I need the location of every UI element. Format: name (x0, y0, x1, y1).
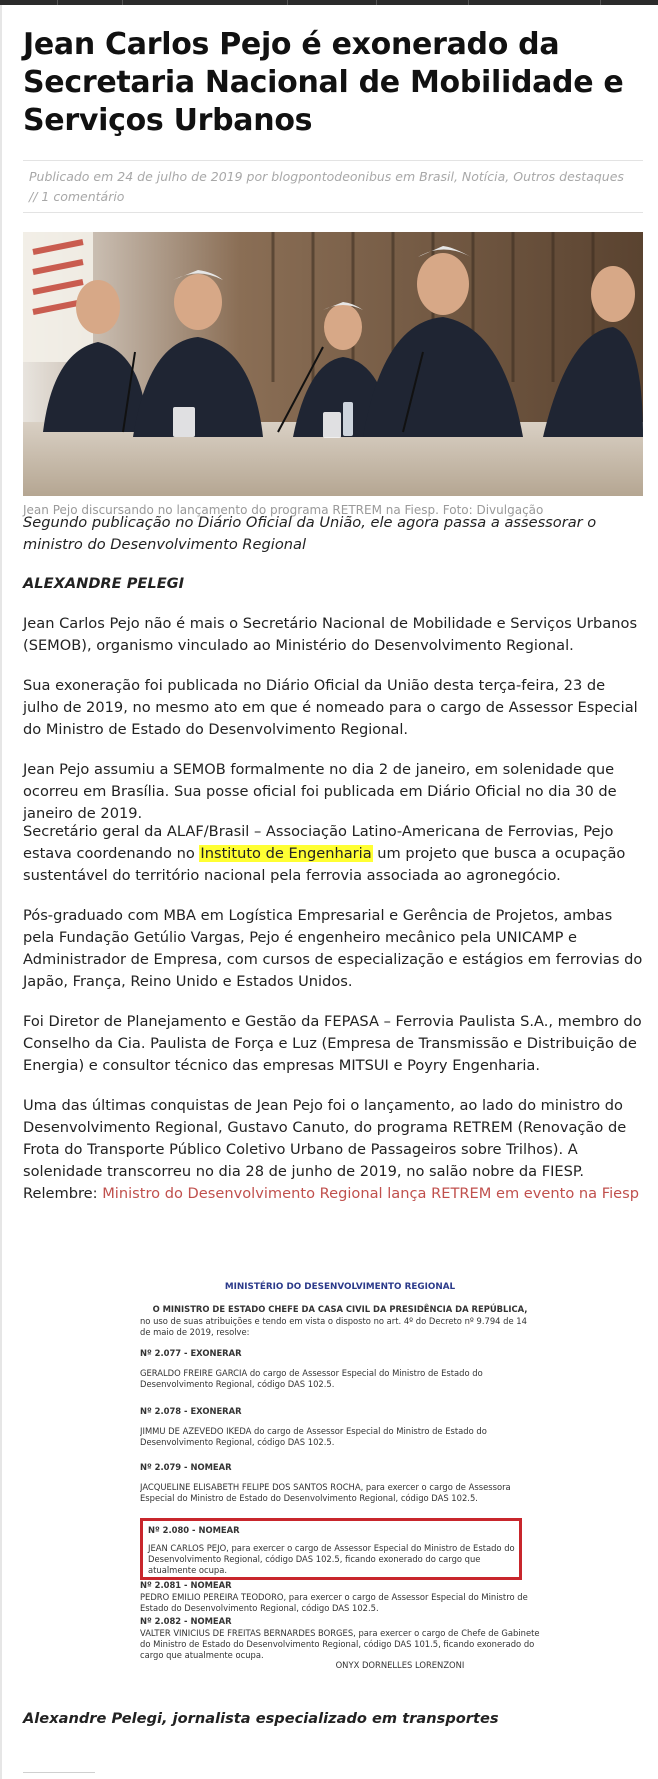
paragraph-4-after: um projeto que busca a ocupação sustentável do território nacional pela ferrovia associada ao agronegócio. (23, 845, 626, 884)
doc-entry-number-action (140, 1580, 540, 1591)
paragraph-6: Foi Diretor de Planejamento e Gestão da FEPASA – Ferrovia Paulista S.A., membro do Conselho da Cia. Paulista de Força e Luz (Empresa de Transmissão e Distribuição de Energia) e consultor técnico das empresas MITSUI e Poyry Engenharia. (23, 1013, 642, 1074)
nav-divider (468, 0, 469, 5)
top-nav-bar (0, 0, 658, 5)
doc-preamble-body: no uso de suas atribuições e tendo em vista o disposto no art. 4º do Decreto nº 9.794 de 14 de maio de 2019, resolve: (140, 1316, 527, 1337)
paragraph-5: Pós-graduado com MBA em Logística Empresarial e Gerência de Projetos, ambas pela Fundação Getúlio Vargas, Pejo é engenheiro mecânico pela UNICAMP e Administrador de Empresa, com cursos de especialização e estágios em ferrovias do Japão, França, Reino Unido e Estados Unidos. (23, 907, 643, 990)
doc-entry-action: EXONERAR (190, 1406, 242, 1416)
article-title: Jean Carlos Pejo é exonerado da Secretaria Nacional de Mobilidade e Serviços Urbanos (23, 27, 624, 138)
doc-entry-action: EXONERAR (190, 1348, 242, 1358)
paragraph-1: Jean Carlos Pejo não é mais o Secretário Nacional de Mobilidade e Serviços Urbanos (SEMOB), organismo vinculado ao Ministério do Desenvolvimento Regional. (23, 615, 638, 654)
paragraph-3: Jean Pejo assumiu a SEMOB formalmente no dia 2 de janeiro, em solenidade que ocorreu em Brasília. Sua posse oficial foi publicada em Diário Oficial no dia 30 de janeiro de 2019. (23, 761, 617, 822)
doc-entry-text: GERALDO FREIRE GARCIA do cargo de Assessor Especial do Ministro de Estado do Desenvolvimento Regional, código DAS 102.5. (140, 1368, 483, 1389)
paragraph-7 (23, 1095, 643, 1205)
doc-entry-text: JACQUELINE ELISABETH FELIPE DOS SANTOS ROCHA, para exercer o cargo de Assessora Especial do Ministro de Estado do Desenvolvimento Regional, código DAS 102.5. (140, 1482, 511, 1503)
nav-divider (376, 0, 377, 5)
paragraph-7-text: Uma das últimas conquistas de Jean Pejo foi o lançamento, ao lado do ministro do Desenvolvimento Regional, Gustavo Canuto, do programa RETREM (Renovação de Frota do Transporte Público Coletivo Urbano de Passageiros sobre Trilhos). A solenidade transcorreu no dia 28 de junho de 2019, no salão nobre da FIESP. Relembre: (23, 1097, 627, 1202)
paragraph-2: Sua exoneração foi publicada no Diário Oficial da União desta terça-feira, 23 de julho de 2019, no mesmo ato em que é nomeado para o cargo de Assessor Especial do Ministro de Estado do Desenvolvimento Regional. (23, 677, 638, 738)
highlighted-text: Instituto de Engenharia (200, 845, 372, 862)
doc-entry-text: JEAN CARLOS PEJO, para exercer o cargo de Assessor Especial do Ministro de Estado do Desenvolvimento Regional, código DAS 102.5, ficando exonerado do cargo que atualmente ocupa. (148, 1543, 515, 1575)
paragraph-4-before: Secretário geral da ALAF/Brasil – Associação Latino-Americana de Ferrovias, Pejo estava coordenando no (23, 823, 614, 862)
doc-entry-number: Nº 2.079 - (140, 1462, 188, 1472)
doc-entry-text: VALTER VINICIUS DE FREITAS BERNARDES BORGES, para exercer o cargo de Chefe de Gabinete do Ministro de Estado do Desenvolvimento Regional, código DAS 101.5, ficando exonerado do cargo que atualmente ocupa. (140, 1628, 540, 1660)
doc-entry-number-action (148, 1525, 516, 1536)
doc-entry-action: NOMEAR (190, 1462, 232, 1472)
doc-entry-number: Nº 2.082 - (140, 1616, 188, 1626)
nav-divider (122, 0, 123, 5)
closing-divider (23, 1772, 95, 1773)
doc-entry-action: NOMEAR (198, 1525, 240, 1535)
doc-ministry-header: MINISTÉRIO DO DESENVOLVIMENTO REGIONAL (224, 1282, 456, 1292)
nav-divider (57, 0, 58, 5)
article-meta-box (23, 160, 643, 213)
doc-entry-action: NOMEAR (190, 1580, 232, 1590)
article-signature: Alexandre Pelegi, jornalista especializado em transportes (23, 1710, 499, 1727)
article-author-line: ALEXANDRE PELEGI (23, 575, 185, 592)
doc-entry-number: Nº 2.080 - (148, 1525, 196, 1535)
doc-entry-number: Nº 2.078 - (140, 1406, 188, 1416)
doc-entry-number-action (140, 1462, 540, 1473)
doc-entry-text: JIMMU DE AZEVEDO IKEDA do cargo de Assessor Especial do Ministro de Estado do Desenvolvimento Regional, código DAS 102.5. (140, 1426, 487, 1447)
doc-entry-number-action (140, 1406, 540, 1417)
article-photo (23, 232, 643, 496)
nav-divider (287, 0, 288, 5)
doc-entry-number-action (140, 1616, 540, 1627)
doc-entry-action: NOMEAR (190, 1616, 232, 1626)
doc-entry-number: Nº 2.081 - (140, 1580, 188, 1590)
doc-entry-text: PEDRO EMILIO PEREIRA TEODORO, para exercer o cargo de Assessor Especial do Ministro de Estado do Desenvolvimento Regional, código DAS 102.5. (140, 1592, 528, 1613)
photo-caption: Jean Pejo discursando no lançamento do programa RETREM na Fiesp. Foto: Divulgação (23, 503, 544, 517)
official-gazette-document (140, 1268, 540, 1672)
photo-illustration (23, 232, 643, 496)
article-lead: Segundo publicação no Diário Oficial da União, ele agora passa a assessorar o ministro do Desenvolvimento Regional (23, 514, 597, 553)
doc-entry-number-action (140, 1348, 540, 1359)
nav-divider (600, 0, 601, 5)
paragraph-4 (23, 821, 643, 887)
page-left-border (0, 5, 2, 1779)
doc-signatory: ONYX DORNELLES LORENZONI (335, 1660, 465, 1670)
doc-entry-number: Nº 2.077 - (140, 1348, 188, 1358)
doc-preamble-title: O MINISTRO DE ESTADO CHEFE DA CASA CIVIL DA PRESIDÊNCIA DA REPÚBLICA, (152, 1304, 528, 1314)
related-article-link[interactable]: Ministro do Desenvolvimento Regional lança RETREM em evento na Fiesp (102, 1185, 639, 1202)
article-meta: Publicado em 24 de julho de 2019 por blogpontodeonibus em Brasil, Notícia, Outros destaques // 1 comentário (29, 169, 624, 204)
